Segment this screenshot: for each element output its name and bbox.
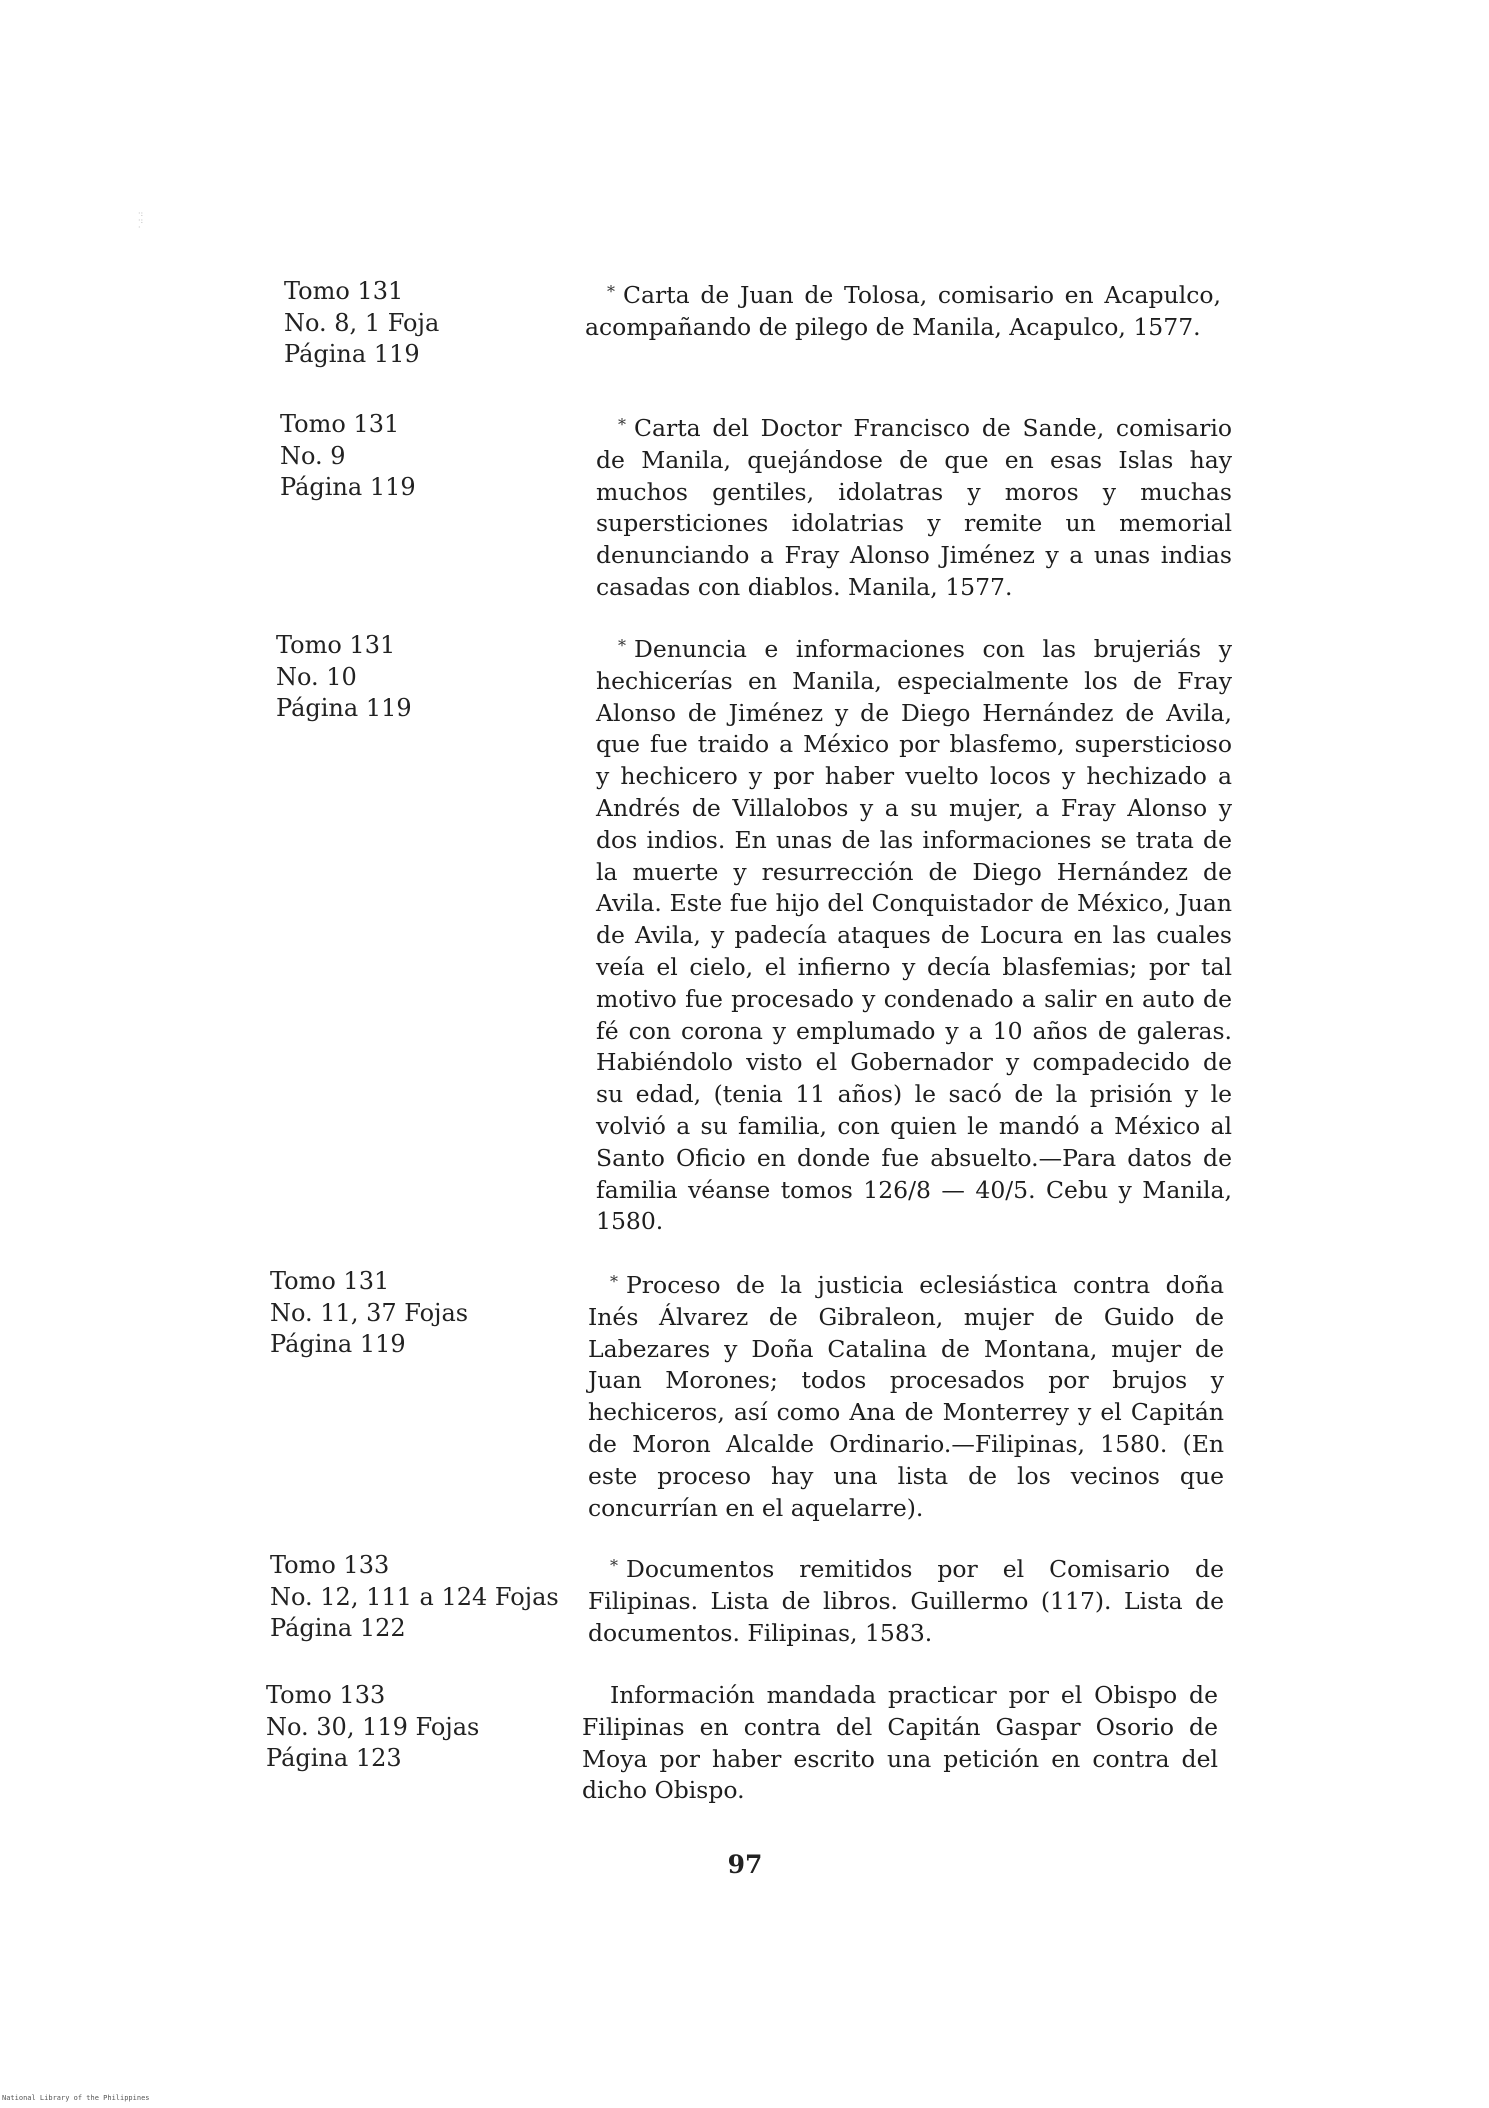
- entry-text: Información mandada practicar por el Obispo de Filipinas en contra del Capitán Gaspar Osorio de Moya por haber escrito una petición en contra del dicho Obispo.: [582, 1681, 1218, 1805]
- reference-page: Página 119: [280, 473, 416, 501]
- reference-page: Página 119: [270, 1330, 406, 1358]
- entry-marker: *: [610, 1272, 618, 1291]
- entry-description: [582, 1680, 1218, 1807]
- entry-description: [596, 409, 1232, 604]
- reference-page: Página 119: [284, 340, 420, 368]
- entry-text: Carta del Doctor Francisco de Sande, comisario de Manila, quejándose de que en esas Islas hay muchos gentiles, idolatras y moros y muchas supersticiones idolatrias y remite un memorial denunciando a Fray Alonso Jiménez y a unas indias casadas con diablos. Manila, 1577.: [596, 414, 1232, 601]
- entry-description: [588, 1550, 1224, 1649]
- entry-marker: *: [610, 1556, 618, 1575]
- reference-tomo: Tomo 131: [270, 1267, 390, 1295]
- entry-text: Denuncia e informaciones con las brujeriás y hechicerías en Manila, especialmente los de Fray Alonso de Jiménez y de Diego Hernández de Avila, que fue traido a México por blasfemo, supersticioso y hechicero y por haber vuelto locos y hechizado a Andrés de Villalobos y a su mujer, a Fray Alonso y dos indios. En unas de las informaciones se trata de la muerte y resurrección de Diego Hernández de Avila. Este fue hijo del Conquistador de México, Juan de Avila, y padecía ataques de Locura en las cuales veía el cielo, el infierno y decía blasfemias; por tal motivo fue procesado y condenado a salir en auto de fé con corona y emplumado y a 10 años de galeras. Habiéndolo visto el Gobernador y compadecido de su edad, (tenia 11 años) le sacó de la prisión y le volvió a su familia, con quien le mandó a México al Santo Oficio en donde fue absuelto.—Para datos de familia véanse tomos 126/8 — 40/5. Cebu y Manila, 1580.: [596, 635, 1232, 1236]
- entry-description: [596, 630, 1232, 1238]
- reference-number: No. 12, 111 a 124 Fojas: [270, 1582, 559, 1611]
- reference-tomo: Tomo 131: [276, 631, 396, 659]
- entry-text: Proceso de la justicia eclesiástica contra doña Inés Álvarez de Gibraleon, mujer de Guido de Labezares y Doña Catalina de Montana, mujer de Juan Morones; todos procesados por brujos y hechiceros, así como Ana de Monterrey y el Capitán de Moron Alcalde Ordinario.—Filipinas, 1580. (En este proceso hay una lista de los vecinos que concurrían en el aquelarre).: [588, 1271, 1224, 1522]
- reference-page: Página 119: [276, 694, 412, 722]
- reference-tomo: Tomo 131: [280, 410, 400, 438]
- scan-footer: National Library of the Philippines: [2, 2094, 150, 2102]
- entry-reference: [266, 1680, 566, 1775]
- scan-speck: ·: ·: ·: [138, 209, 144, 232]
- entry-reference: [270, 1266, 570, 1361]
- reference-number: No. 11, 37 Fojas: [270, 1298, 469, 1327]
- entry-marker: *: [607, 282, 615, 301]
- entry-reference: [276, 630, 576, 725]
- reference-number: No. 8, 1 Foja: [284, 308, 440, 337]
- reference-number: No. 10: [276, 662, 357, 691]
- entry-reference: [284, 276, 584, 371]
- entry-description: [588, 1266, 1224, 1524]
- reference-page: Página 123: [266, 1744, 402, 1772]
- reference-tomo: Tomo 131: [284, 277, 404, 305]
- reference-number: No. 9: [280, 441, 346, 470]
- entry-marker: *: [618, 636, 626, 655]
- entry-reference: [280, 409, 580, 504]
- entry-reference: [270, 1550, 570, 1645]
- entry-marker: *: [618, 415, 626, 434]
- entry-text: Documentos remitidos por el Comisario de Filipinas. Lista de libros. Guillermo (117). Lista de documentos. Filipinas, 1583.: [588, 1555, 1224, 1647]
- reference-tomo: Tomo 133: [266, 1681, 386, 1709]
- page-number: 97: [727, 1850, 763, 1879]
- reference-number: No. 30, 119 Fojas: [266, 1712, 480, 1741]
- entry-text: Carta de Juan de Tolosa, comisario en Acapulco, acompañando de pilego de Manila, Acapulco, 1577.: [585, 281, 1221, 341]
- reference-page: Página 122: [270, 1614, 406, 1642]
- entry-description: [585, 276, 1221, 344]
- reference-tomo: Tomo 133: [270, 1551, 390, 1579]
